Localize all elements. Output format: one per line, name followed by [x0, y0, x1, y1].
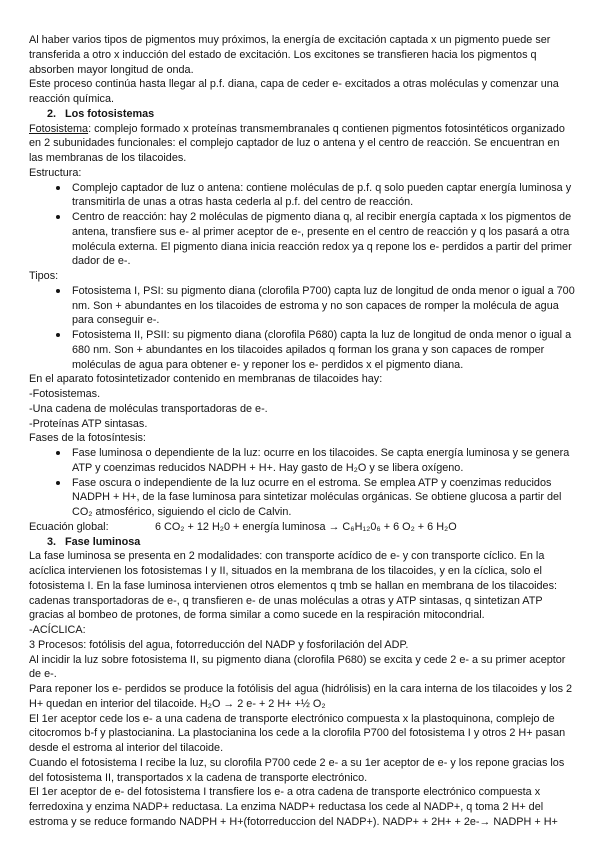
paragraph: Fases de la fotosíntesis:: [29, 432, 146, 445]
section-heading-fotosistemas: [29, 107, 576, 122]
paragraph: 3 Procesos: fotólisis del agua, fotorreducción del NADP y fosforilación del ADP.: [29, 638, 409, 651]
paragraph: Al haber varios tipos de pigmentos muy próximos, la energía de excitación captada x un pigmento puede ser transferida a otro x inducción del estado de excitación. Los excitones se transfieren hacia los pigmentos q absorben mayor longitud de onda.: [29, 34, 551, 76]
definition-text: : complejo formado x proteínas transmembranales q contienen pigmentos fotosintéticos organizado en 2 subunidades funcionales: el complejo captador de luz o antena y el centro de reacción. Se encuentran en las membranas de los tilacoides.: [29, 122, 565, 164]
bullet-list-fases: [29, 446, 576, 520]
bullet-text: Fase oscura o independiente de la luz ocurre en el estroma. Se emplea ATP y coenzimas reducidos NADPH + H+, de la fase luminosa para sintetizar moléculas orgánicas. Se obtiene glucosa a partir del CO₂ atmosférico, siguiendo el ciclo de Calvin.: [72, 476, 562, 518]
bullet-item: [29, 210, 576, 269]
bullet-text: Centro de reacción: hay 2 moléculas de pigmento diana q, al recibir energía captada x los pigmentos de antena, transfiere sus e- al primer aceptor de e-, presente en el centro de reacción y q los pasará a otra molécula externa. El pigmento diana inicia reacción redox ya q repone los e- perdidos a partir del primer dador de e-.: [72, 211, 572, 268]
paragraph: La fase luminosa se presenta en 2 modalidades: con transporte acídico de e- y con transporte cíclico. En la acíclica intervienen los fotosistemas I y II, situados en la membrana de los tilacoides, y en la cíclica, solo el fotosistema I. En la fase luminosa intervienen otros elementos q tmb se hallan en membrana de los tilacoides: cadenas transportadoras de e-, q transfieren e- de unas moléculas a otras y ATP sintasas, q sintetizan ATP gracias al bombeo de protones, de forma similar a como sucede en la respiración mitocondrial.: [29, 550, 558, 622]
equation-label: Ecuación global:: [29, 520, 109, 533]
paragraph: El 1er aceptor de e- del fotosistema I transfiere los e- a otra cadena de transporte electrónico compuesta x ferredoxina y enzima NADP+ reductasa. La enzima NADP+ reductasa los cede al NADP+, q toma 2 H+ del estroma y se reduce formando NADPH + H+(fotorreduccion del NADP+). NADP+ + 2H+ + 2e-→ NADPH + H+: [29, 786, 558, 828]
section-heading-fase-luminosa: [29, 535, 576, 550]
heading-number: 3.: [47, 535, 57, 548]
bullet-icon: [56, 215, 60, 219]
bullet-list-estructura: [29, 181, 576, 270]
bullet-text: Fotosistema II, PSII: su pigmento diana (clorofila P680) capta la luz de longitud de onda menor o igual a 680 nm. Son + abundantes en los tilacoides apilados q forman los grana y son capaces de romper moléculas de agua para obtener e- y reponer los e- perdidos x el pigmento diana.: [72, 329, 572, 371]
bullet-list-tipos: [29, 284, 576, 373]
bullet-icon: [56, 451, 60, 455]
paragraph: Cuando el fotosistema I recibe la luz, su clorofila P700 cede 2 e- a su 1er aceptor de e- y los repone gracias los del fotosistema II, transportados x la cadena de transporte electrónico.: [29, 756, 565, 784]
bullet-item: [29, 476, 576, 520]
paragraph: -Proteínas ATP sintasas.: [29, 417, 148, 430]
bullet-icon: [56, 289, 60, 293]
term-underlined: Fotosistema: [29, 122, 89, 135]
bullet-text: Complejo captador de luz o antena: contiene moléculas de p.f. q solo pueden captar energía luminosa y transmitirla de unas a otras hasta cederla al p.f. del centro de reacción.: [72, 181, 572, 209]
paragraph: -Una cadena de moléculas transportadoras de e-.: [29, 402, 268, 415]
bullet-item: [29, 328, 576, 372]
paragraph-definition: [29, 122, 576, 166]
paragraph: Al incidir la luz sobre fotosistema II, su pigmento diana (clorofila P680) se excita y cede 2 e- a su primer aceptor de e-.: [29, 653, 566, 681]
heading-label: Los fotosistemas: [65, 107, 155, 120]
paragraph: Para reponer los e- perdidos se produce la fotólisis del agua (hidrólisis) en la cara interna de los tilacoides y los 2 H+ quedan en interior del tilacoide. H₂O → 2 e- + 2 H+ +½ O₂: [29, 683, 573, 710]
bullet-icon: [56, 333, 60, 337]
bullet-icon: [56, 481, 60, 485]
heading-label: Fase luminosa: [65, 535, 141, 548]
bullet-item: [29, 181, 576, 211]
bullet-item: [29, 284, 576, 328]
paragraph: El 1er aceptor cede los e- a una cadena de transporte electrónico compuesta x la plastoquinona, complejo de citocromos b-f y plastocianina. La plastocianina los cede a la clorofila P700 del fotosistema I y otros 2 H+ pasan desde el estroma al interior del tilacoide.: [29, 712, 566, 754]
heading-number: 2.: [47, 107, 57, 120]
bullet-item: [29, 446, 576, 476]
paragraph: En el aparato fotosintetizador contenido en membranas de tilacoides hay:: [29, 373, 383, 386]
paragraph: -ACÍCLICA:: [29, 624, 86, 636]
paragraph: Tipos:: [29, 270, 59, 282]
bullet-text: Fotosistema I, PSI: su pigmento diana (clorofila P700) capta luz de longitud de onda menor o igual a 700 nm. Son + abundantes en los tilacoides de estroma y no son capaces de romper la molécula de agua para conseguir e-.: [72, 284, 575, 327]
bullet-text: Fase luminosa o dependiente de la luz: ocurre en los tilacoides. Se capta energía luminosa y se genera ATP y coenzimas reducidos NADPH + H+. Hay gasto de H₂O y se libera oxígeno.: [72, 447, 570, 474]
equation-line: [29, 520, 576, 535]
paragraph: -Fotosistemas.: [29, 388, 101, 400]
bullet-icon: [56, 186, 60, 190]
paragraph: Estructura:: [29, 166, 82, 179]
paragraph: Este proceso continúa hasta llegar al p.f. diana, capa de ceder e- excitados a otras moléculas y comenzar una reacción química.: [29, 78, 559, 105]
equation-text: 6 CO₂ + 12 H₂0 + energía luminosa → C₆H₁₂0₆ + 6 O₂ + 6 H₂O: [155, 520, 457, 533]
